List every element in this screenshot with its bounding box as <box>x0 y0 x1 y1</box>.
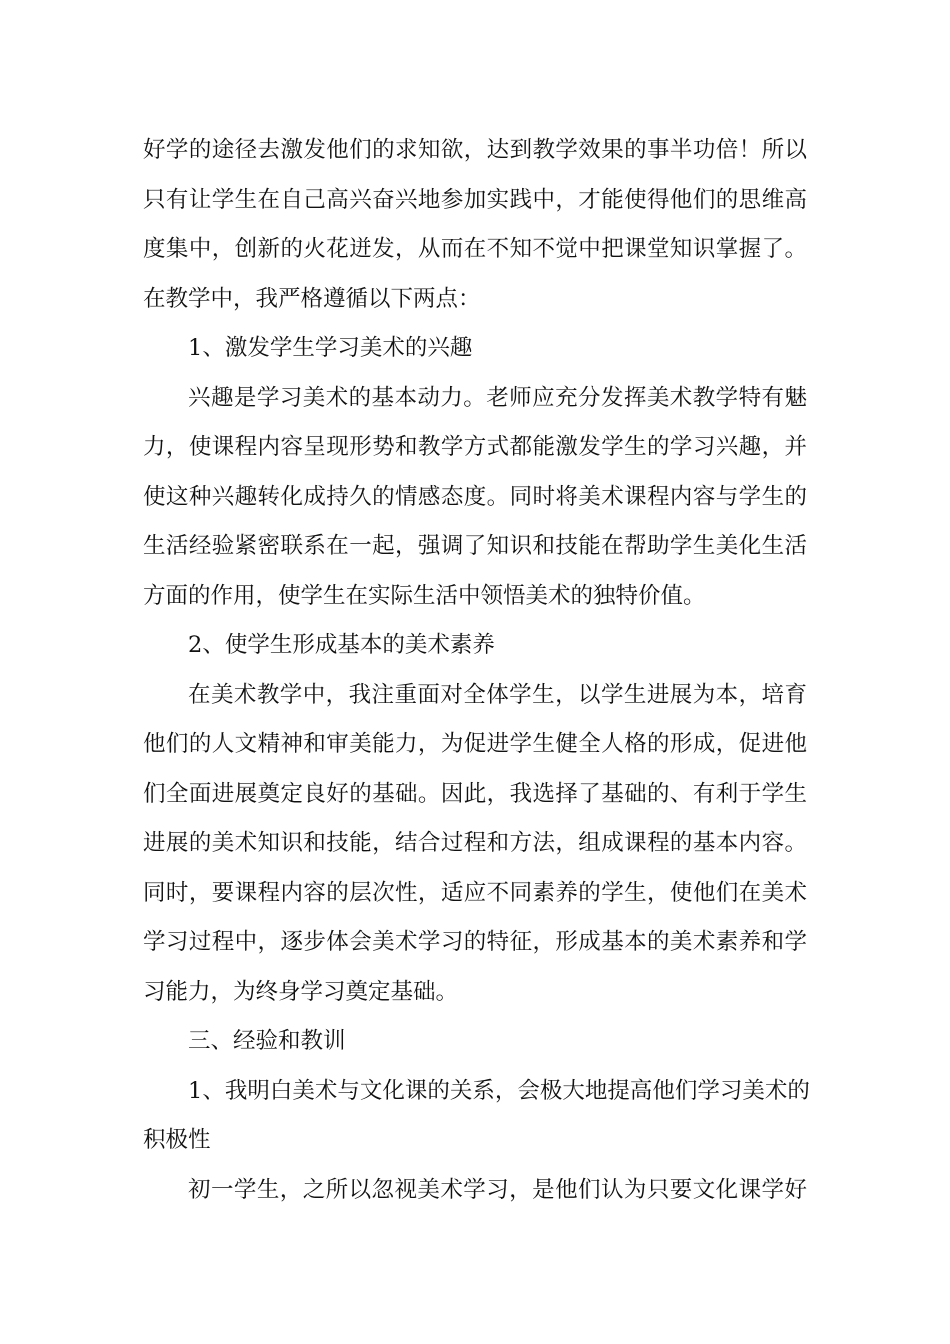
paragraph-line: 生活经验紧密联系在一起，强调了知识和技能在帮助学生美化生活 <box>143 533 807 559</box>
paragraph-line: 们全面进展奠定良好的基础。因此，我选择了基础的、有利于学生 <box>143 780 807 807</box>
paragraph-line: 习能力，为终身学习奠定基础。 <box>143 978 459 1005</box>
paragraph-line: 兴趣是学习美术的基本动力。老师应充分发挥美术教学特有魅 <box>188 384 807 411</box>
section-heading: 1、激发学生学习美术的兴趣 <box>188 335 473 361</box>
paragraph-line: 同时，要课程内容的层次性，适应不同素养的学生，使他们在美术 <box>143 879 807 906</box>
paragraph-line: 度集中，创新的火花迸发，从而在不知不觉中把课堂知识掌握了。 <box>143 236 807 262</box>
section-heading: 1、我明白美术与文化课的关系，会极大地提高他们学习美术的 <box>188 1077 810 1104</box>
paragraph-line: 好学的途径去激发他们的求知欲，达到教学效果的事半功倍！所以 <box>143 137 807 163</box>
paragraph-line: 在美术教学中，我注重面对全体学生，以学生进展为本，培育 <box>188 681 807 708</box>
section-heading: 三、经验和教训 <box>188 1028 346 1054</box>
paragraph-line: 进展的美术知识和技能，结合过程和方法，组成课程的基本内容。 <box>143 830 807 856</box>
paragraph-line: 方面的作用，使学生在实际生活中领悟美术的独特价值。 <box>143 582 706 609</box>
section-heading: 2、使学生形成基本的美术素养 <box>188 632 495 658</box>
paragraph-line: 使这种兴趣转化成持久的情感态度。同时将美术课程内容与学生的 <box>143 483 807 510</box>
paragraph-line: 在教学中，我严格遵循以下两点： <box>143 285 481 312</box>
document-body <box>143 126 810 1215</box>
paragraph-line: 他们的人文精神和审美能力，为促进学生健全人格的形成，促进他 <box>143 731 807 757</box>
paragraph-line: 学习过程中，逐步体会美术学习的特征，形成基本的美术素养和学 <box>143 929 807 955</box>
section-heading: 积极性 <box>143 1127 211 1153</box>
paragraph-line: 力，使课程内容呈现形势和教学方式都能激发学生的学习兴趣，并 <box>143 434 807 460</box>
paragraph-line: 只有让学生在自己高兴奋兴地参加实践中，才能使得他们的思维高 <box>143 186 807 213</box>
paragraph-line: 初一学生，之所以忽视美术学习，是他们认为只要文化课学好 <box>188 1176 807 1203</box>
